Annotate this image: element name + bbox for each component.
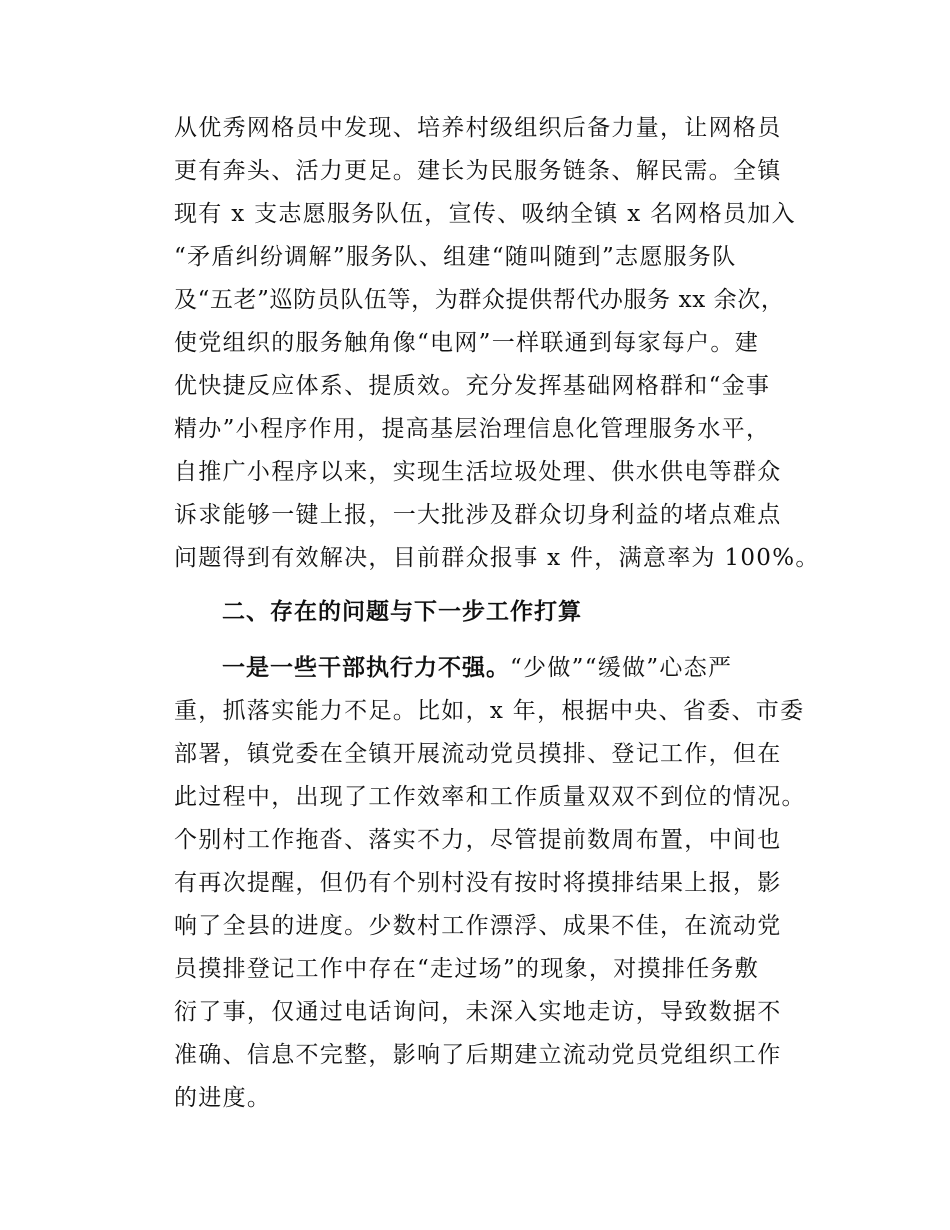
text-line-first bbox=[222, 653, 732, 683]
text-line: 从优秀网格员中发现、培养村级组织后备力量，让网格员 bbox=[174, 115, 782, 141]
text-line: 使党组织的服务触角像“电网”一样联通到每家每户。建 bbox=[174, 330, 760, 356]
text-line: 个别村工作拖沓、落实不力，尽管提前数周布置，中间也 bbox=[174, 827, 782, 853]
text-line: 及“五老”巡防员队伍等，为群众提供帮代办服务 xx 余次， bbox=[174, 287, 785, 313]
text-line: 问题得到有效解决，目前群众报事 x 件，满意率为 100%。 bbox=[174, 545, 820, 571]
text-line: 重，抓落实能力不足。比如，x 年，根据中央、省委、市委 bbox=[174, 698, 805, 724]
text-line: 更有奔头、活力更足。建长为民服务链条、解民需。全镇 bbox=[174, 158, 782, 184]
text-line: 部署，镇党委在全镇开展流动党员摸排、登记工作，但在 bbox=[174, 741, 782, 767]
section-heading: 二、存在的问题与下一步工作打算 bbox=[222, 599, 582, 625]
text-line: 优快捷反应体系、提质效。充分发挥基础网格群和“金事 bbox=[174, 373, 771, 399]
text-line: 衍了事，仅通过电话询问，未深入实地走访，导致数据不 bbox=[174, 999, 782, 1025]
text-line: 响了全县的进度。少数村工作漂浮、成果不佳，在流动党 bbox=[174, 913, 782, 939]
text-line: 诉求能够一键上报，一大批涉及群众切身利益的堵点难点 bbox=[174, 502, 782, 528]
text-line: 的进度。 bbox=[174, 1085, 272, 1111]
text-line: 员摸排登记工作中存在“走过场”的现象，对摸排任务敷 bbox=[174, 956, 760, 982]
text-line: 此过程中，出现了工作效率和工作质量双双不到位的情况。 bbox=[174, 784, 806, 810]
text-span: “少做”“缓做”心态严 bbox=[510, 655, 733, 681]
text-line: 准确、信息不完整，影响了后期建立流动党员党组织工作 bbox=[174, 1042, 782, 1068]
text-line: “矛盾纠纷调解”服务队、组建“随叫随到”志愿服务队 bbox=[174, 244, 737, 270]
text-line: 精办”小程序作用，提高基层治理信息化管理服务水平， bbox=[174, 416, 771, 442]
text-line: 现有 x 支志愿服务队伍，宣传、吸纳全镇 x 名网格员加入 bbox=[174, 201, 796, 227]
text-line: 有再次提醒，但仍有个别村没有按时将摸排结果上报，影 bbox=[174, 870, 782, 896]
text-line: 自推广小程序以来，实现生活垃圾处理、供水供电等群众 bbox=[174, 459, 782, 485]
lead-sentence: 一是一些干部执行力不强。 bbox=[222, 655, 510, 681]
